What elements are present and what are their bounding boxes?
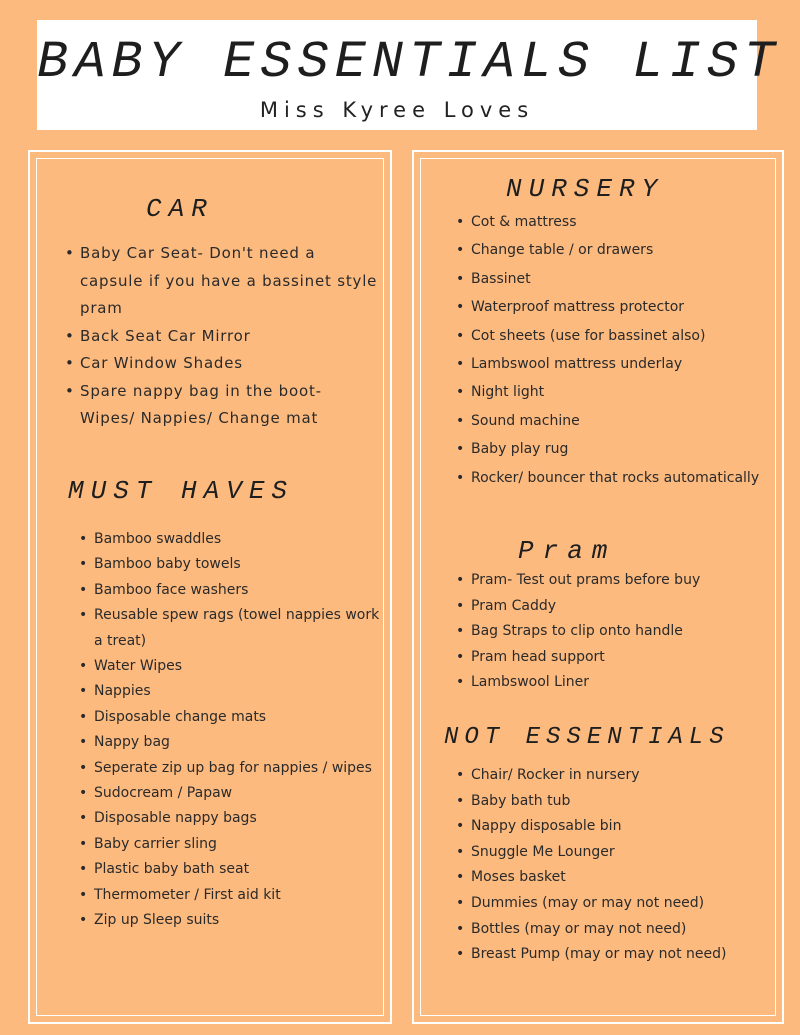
not-essentials-list [453, 763, 781, 968]
page-title: BABY ESSENTIALS LIST [37, 33, 782, 92]
list-item: • Dummies (may or may not need) [471, 891, 781, 917]
list-item: • Nappies [94, 679, 384, 704]
list-item: • Seperate zip up bag for nappies / wipes [94, 756, 384, 781]
not-essentials-section-title: NOT ESSENTIALS [444, 724, 730, 751]
list-item: • Pram Caddy [471, 594, 771, 620]
list-item: • Breast Pump (may or may not need) [471, 942, 781, 968]
nursery-list [453, 208, 771, 492]
list-item: • Bamboo baby towels [94, 552, 384, 577]
list-item: • Disposable nappy bags [94, 806, 384, 831]
list-item: • Baby Car Seat- Don't need a capsule if you have a bassinet style pram [80, 240, 380, 323]
list-item: • Nappy disposable bin [471, 814, 781, 840]
list-item: • Night light [471, 378, 771, 406]
list-item: • Nappy bag [94, 730, 384, 755]
car-section-title: CAR [146, 194, 214, 224]
list-item: • Water Wipes [94, 654, 384, 679]
list-item: • Baby carrier sling [94, 832, 384, 857]
list-item: • Zip up Sleep suits [94, 908, 384, 933]
list-item: • Bag Straps to clip onto handle [471, 619, 771, 645]
list-item: • Bamboo face washers [94, 578, 384, 603]
list-item: • Waterproof mattress protector [471, 293, 771, 321]
list-item: • Bassinet [471, 265, 771, 293]
list-item: • Change table / or drawers [471, 236, 771, 264]
list-item: • Back Seat Car Mirror [80, 323, 380, 351]
list-item: • Baby play rug [471, 435, 771, 463]
pram-list [453, 568, 771, 696]
list-item: • Snuggle Me Lounger [471, 840, 781, 866]
list-item: • Disposable change mats [94, 705, 384, 730]
list-item: • Lambswool Liner [471, 670, 771, 696]
nursery-section-title: NURSERY [506, 174, 665, 204]
must-haves-section-title: MUST HAVES [68, 476, 295, 506]
list-item: • Bottles (may or may not need) [471, 917, 781, 943]
list-item: • Sudocream / Papaw [94, 781, 384, 806]
list-item: • Sound machine [471, 407, 771, 435]
list-item: • Cot sheets (use for bassinet also) [471, 322, 771, 350]
list-item: • Car Window Shades [80, 350, 380, 378]
list-item: • Thermometer / First aid kit [94, 883, 384, 908]
page-subtitle: Miss Kyree Loves [259, 98, 535, 122]
list-item: • Pram- Test out prams before buy [471, 568, 771, 594]
list-item: • Moses basket [471, 865, 781, 891]
list-item: • Plastic baby bath seat [94, 857, 384, 882]
list-item: • Lambswool mattress underlay [471, 350, 771, 378]
list-item: • Cot & mattress [471, 208, 771, 236]
list-item: • Spare nappy bag in the boot- Wipes/ Nappies/ Change mat [80, 378, 380, 433]
list-item: • Bamboo swaddles [94, 527, 384, 552]
list-item: • Baby bath tub [471, 789, 781, 815]
list-item: • Reusable spew rags (towel nappies work a treat) [94, 603, 384, 654]
list-item: • Chair/ Rocker in nursery [471, 763, 781, 789]
list-item: • Pram head support [471, 645, 771, 671]
must-haves-list [76, 527, 384, 934]
header-banner [37, 20, 782, 130]
list-item: • Rocker/ bouncer that rocks automatically [471, 464, 771, 492]
car-list [62, 240, 380, 433]
pram-section-title: Pram [518, 536, 617, 566]
